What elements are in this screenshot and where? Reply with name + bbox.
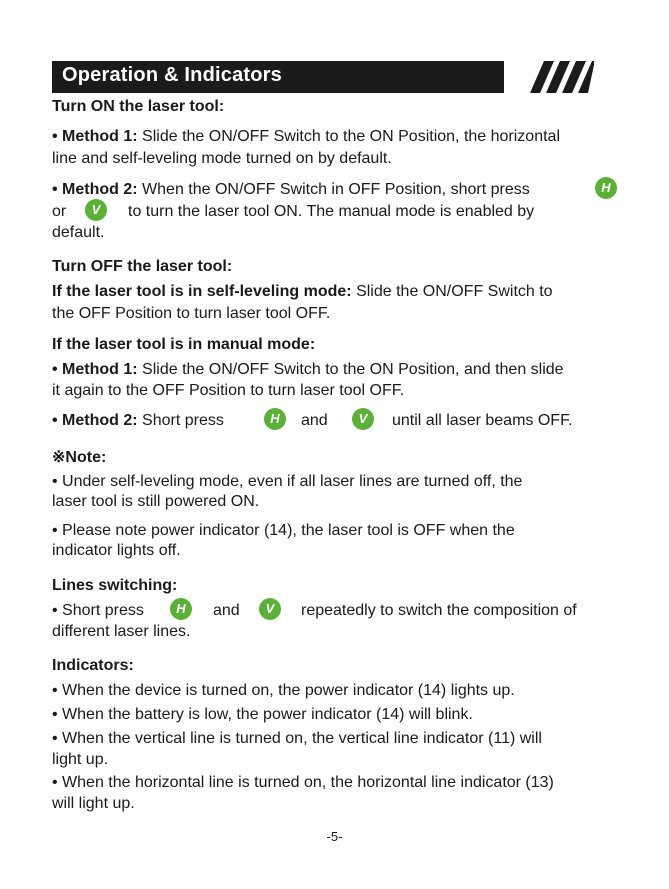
turn-off-method2-text2: until all laser beams OFF. [392, 412, 573, 429]
self-leveling-line [52, 282, 553, 301]
indicator-item: • When the horizontal line is turned on, the horizontal line indicator (13) [52, 774, 554, 791]
turn-on-method1-cont: line and self-leveling mode turned on by default. [52, 150, 392, 167]
indicator-item: • When the vertical line is turned on, the vertical line indicator (11) will [52, 730, 542, 747]
turn-off-heading: Turn OFF the laser tool: [52, 258, 233, 275]
lines-switching-text2: repeatedly to switch the composition of [301, 602, 577, 619]
turn-on-method2-text2: to turn the laser tool ON. The manual mode is enabled by [128, 203, 535, 220]
method-label: • Method 2: [52, 181, 138, 198]
turn-off-method1-cont: it again to the OFF Position to turn laser tool OFF. [52, 382, 405, 399]
note-heading: ※Note: [52, 449, 107, 466]
indicators-heading: Indicators: [52, 657, 134, 674]
method-label: • Method 2: [52, 412, 138, 429]
note-p1: • Under self-leveling mode, even if all laser lines are turned off, the [52, 473, 523, 490]
turn-on-method1 [52, 127, 560, 146]
turn-on-method2 [52, 180, 530, 199]
method-text: Slide the ON/OFF Switch to the ON Position, the horizontal [137, 128, 560, 145]
turn-off-method2 [52, 411, 224, 430]
method-text: Slide the ON/OFF Switch to the ON Position, and then slide [137, 361, 564, 378]
and-text: and [301, 412, 328, 429]
manual-mode-heading: If the laser tool is in manual mode: [52, 336, 316, 353]
indicator-item-cont: light up. [52, 751, 109, 768]
indicator-item: • When the battery is low, the power indicator (14) will blink. [52, 706, 473, 723]
h-button-icon: H [595, 177, 617, 199]
self-leveling-cont: the OFF Position to turn laser tool OFF. [52, 305, 331, 322]
lines-switching-text: • Short press [52, 602, 144, 619]
banner-bar [52, 61, 504, 93]
lines-switching-text3: different laser lines. [52, 623, 191, 640]
method-label: • Method 1: [52, 361, 138, 378]
v-button-icon: V [259, 598, 281, 620]
or-text: or [52, 203, 67, 220]
self-leveling-text: Slide the ON/OFF Switch to [351, 283, 553, 300]
page-number: -5- [326, 829, 343, 844]
method-text: When the ON/OFF Switch in OFF Position, short press [137, 181, 530, 198]
turn-off-method1 [52, 360, 564, 379]
method-text: Short press [137, 412, 224, 429]
h-button-icon: H [170, 598, 192, 620]
turn-on-method2-cont [52, 202, 66, 221]
note-p2-cont: indicator lights off. [52, 542, 181, 559]
note-p2: • Please note power indicator (14), the laser tool is OFF when the [52, 522, 515, 539]
stripes-decoration [530, 61, 594, 93]
lines-switching-heading: Lines switching: [52, 577, 178, 594]
turn-on-heading: Turn ON the laser tool: [52, 98, 225, 115]
indicator-item-cont: will light up. [52, 795, 135, 812]
section-title: Operation & Indicators [62, 64, 282, 86]
v-button-icon: V [85, 199, 107, 221]
method-label: • Method 1: [52, 128, 138, 145]
note-p1-cont: laser tool is still powered ON. [52, 493, 260, 510]
indicator-item: • When the device is turned on, the power indicator (14) lights up. [52, 682, 515, 699]
h-button-icon: H [264, 408, 286, 430]
section-banner [52, 61, 594, 93]
and-text: and [213, 602, 240, 619]
turn-on-method2-text3: default. [52, 224, 105, 241]
self-leveling-label: If the laser tool is in self-leveling mode: [52, 283, 352, 300]
v-button-icon: V [352, 408, 374, 430]
